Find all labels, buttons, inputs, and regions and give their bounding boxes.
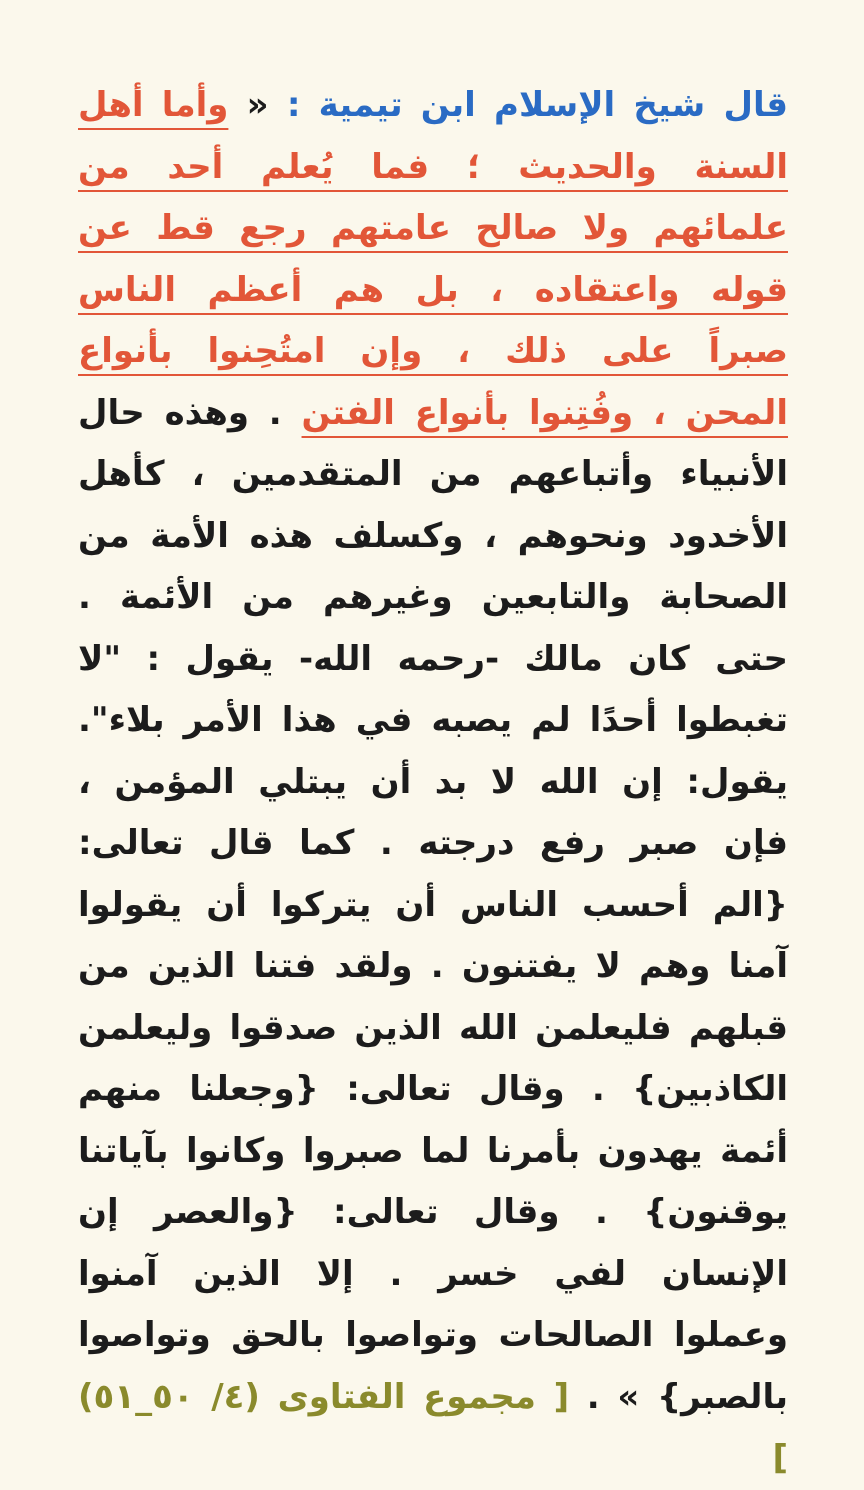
quote-paragraph [78,75,788,1490]
highlighted-quote: وأما أهل السنة والحديث ؛ فما يُعلم أحد من علمائهم ولا صالح عامتهم رجع قط عن قوله واعتقاده ، بل هم أعظم الناس صبراً على ذلك ، وإن امتُحِنوا بأنواع المحن ، وفُتِنوا بأنواع الفتن [78,85,788,433]
opening-quote-mark: « [228,85,287,125]
body-text: . وهذه حال الأنبياء وأتباعهم من المتقدمين ، كأهل الأخدود ونحوهم ، وكسلف هذه الأمة من الصحابة والتابعين وغيرهم من الأئمة . حتى كان مالك -رحمه الله- يقول : "لا تغبطوا أحدًا لم يصبه في هذا الأمر بلاء". يقول: إن الله لا بد أن يبتلي المؤمن ، فإن صبر رفع درجته . كما قال تعالى: {الم أحسب الناس أن يتركوا أن يقولوا آمنا وهم لا يفتنون . ولقد فتنا الذين من قبلهم فليعلمن الله الذين صدقوا وليعلمن الكاذبين} . وقال تعالى: {وجعلنا منهم أئمة يهدون بأمرنا لما صبروا وكانوا بآياتنا يوقنون} . وقال تعالى: {والعصر إن الإنسان لفي خسر . إلا الذين آمنوا وعملوا الصالحات وتواصوا بالحق وتواصوا بالصبر} » . [78,392,788,1417]
citation-reference: [ مجموع الفتاوى (٤/ ٥٠_٥١) ] [78,1376,788,1478]
intro-attribution: قال شيخ الإسلام ابن تيمية : [286,85,788,125]
